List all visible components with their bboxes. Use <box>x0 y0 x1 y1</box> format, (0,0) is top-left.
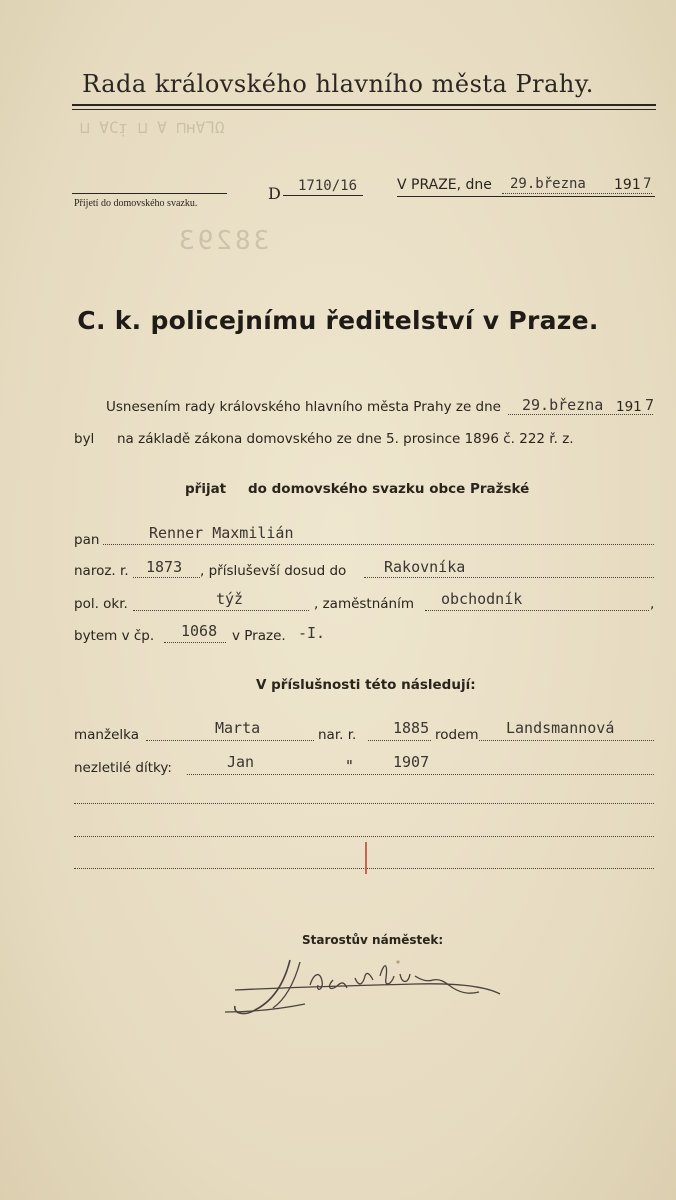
date-year-prefix: 191 <box>614 177 641 193</box>
pan-label: pan <box>74 532 100 548</box>
house-number-dots <box>164 642 226 643</box>
district-dots <box>133 610 309 611</box>
born-dots <box>133 577 200 578</box>
resolution-line2-label: byl <box>74 431 95 447</box>
wife-maiden-name: Landsmannová <box>506 719 615 737</box>
handwritten-signature <box>215 950 515 1030</box>
occupation: obchodník <box>441 590 523 608</box>
district-label: pol. okr. <box>74 596 128 612</box>
domicile-label: , přísluševší dosud do <box>200 563 347 579</box>
wife-born-year: 1885 <box>393 719 430 737</box>
wife-maiden-dots <box>479 740 654 741</box>
date-year-suffix: 7 <box>643 176 652 192</box>
subject-label: Přijetí do domovského svazku. <box>74 198 198 209</box>
house-number: 1068 <box>181 622 218 640</box>
file-number-rule <box>283 195 363 196</box>
child-ditto-mark: " <box>346 757 353 775</box>
resolution-year-prefix: 191 <box>616 399 642 415</box>
admitted-text: do domovského svazku obce Pražské <box>248 481 530 497</box>
occupation-label: , zaměstnáním <box>314 596 415 612</box>
dependents-heading: V příslušnosti této následují: <box>256 677 476 693</box>
file-number: 1710/16 <box>298 178 358 194</box>
place-date-label: V PRAZE, dne <box>397 177 492 193</box>
children-label: nezletilé dítky: <box>74 760 172 776</box>
date-day-month: 29.března <box>510 176 586 192</box>
wife-label: manželka <box>74 727 139 743</box>
council-title: Rada královského hlavního města Prahy. <box>82 70 594 98</box>
addressee-title: C. k. policejnímu ředitelství v Praze. <box>77 306 599 335</box>
header-rule-thin <box>72 109 656 110</box>
header-rule-thick <box>72 104 656 106</box>
admitted-label: přijat <box>185 481 227 497</box>
born-year: 1873 <box>146 558 183 576</box>
residence-district: -I. <box>298 624 326 642</box>
residence-label: bytem v čp. <box>74 628 155 644</box>
wife-name: Marta <box>215 719 261 737</box>
child-born-year: 1907 <box>393 753 430 771</box>
empty-line <box>74 803 654 804</box>
empty-line <box>74 868 654 869</box>
resolution-line1: Usnesením rady královského hlavního města Prahy ze dne <box>106 399 501 415</box>
person-name: Renner Maxmilián <box>149 524 294 542</box>
child-name: Jan <box>227 753 255 771</box>
district: týž <box>216 590 244 608</box>
resolution-line2: na základě zákona domovského ze dne 5. prosince 1896 č. 222 ř. z. <box>117 431 574 447</box>
red-pencil-mark <box>365 842 367 874</box>
file-prefix: D <box>268 184 281 203</box>
resolution-year-suffix: 7 <box>645 396 655 414</box>
faint-stamp-number: 38293 <box>176 226 270 256</box>
empty-line <box>74 836 654 837</box>
residence-city: v Praze. <box>232 628 286 644</box>
wife-born-dots <box>368 740 431 741</box>
resolution-date: 29.března <box>522 396 604 414</box>
wife-born-label: nar. r. <box>318 727 357 743</box>
born-label: naroz. r. <box>74 563 129 579</box>
children-dots <box>187 774 654 775</box>
date-dotted-line <box>502 193 652 194</box>
domicile-dots <box>364 577 654 578</box>
wife-name-dots <box>146 740 314 741</box>
occupation-dots <box>425 610 649 611</box>
date-underline <box>397 196 655 197</box>
domicile: Rakovníka <box>384 558 466 576</box>
name-dots <box>103 544 654 545</box>
wife-maiden-label: rodem <box>435 727 479 743</box>
occupation-end: , <box>650 596 655 612</box>
subject-rule <box>72 193 227 194</box>
signature-label: Starostův náměstek: <box>302 933 444 947</box>
faint-stamp-bleed: ΩΓ∀ʜ⊓ ∀ ⊔ ᴉϽ∀ ⊔ <box>80 118 225 137</box>
